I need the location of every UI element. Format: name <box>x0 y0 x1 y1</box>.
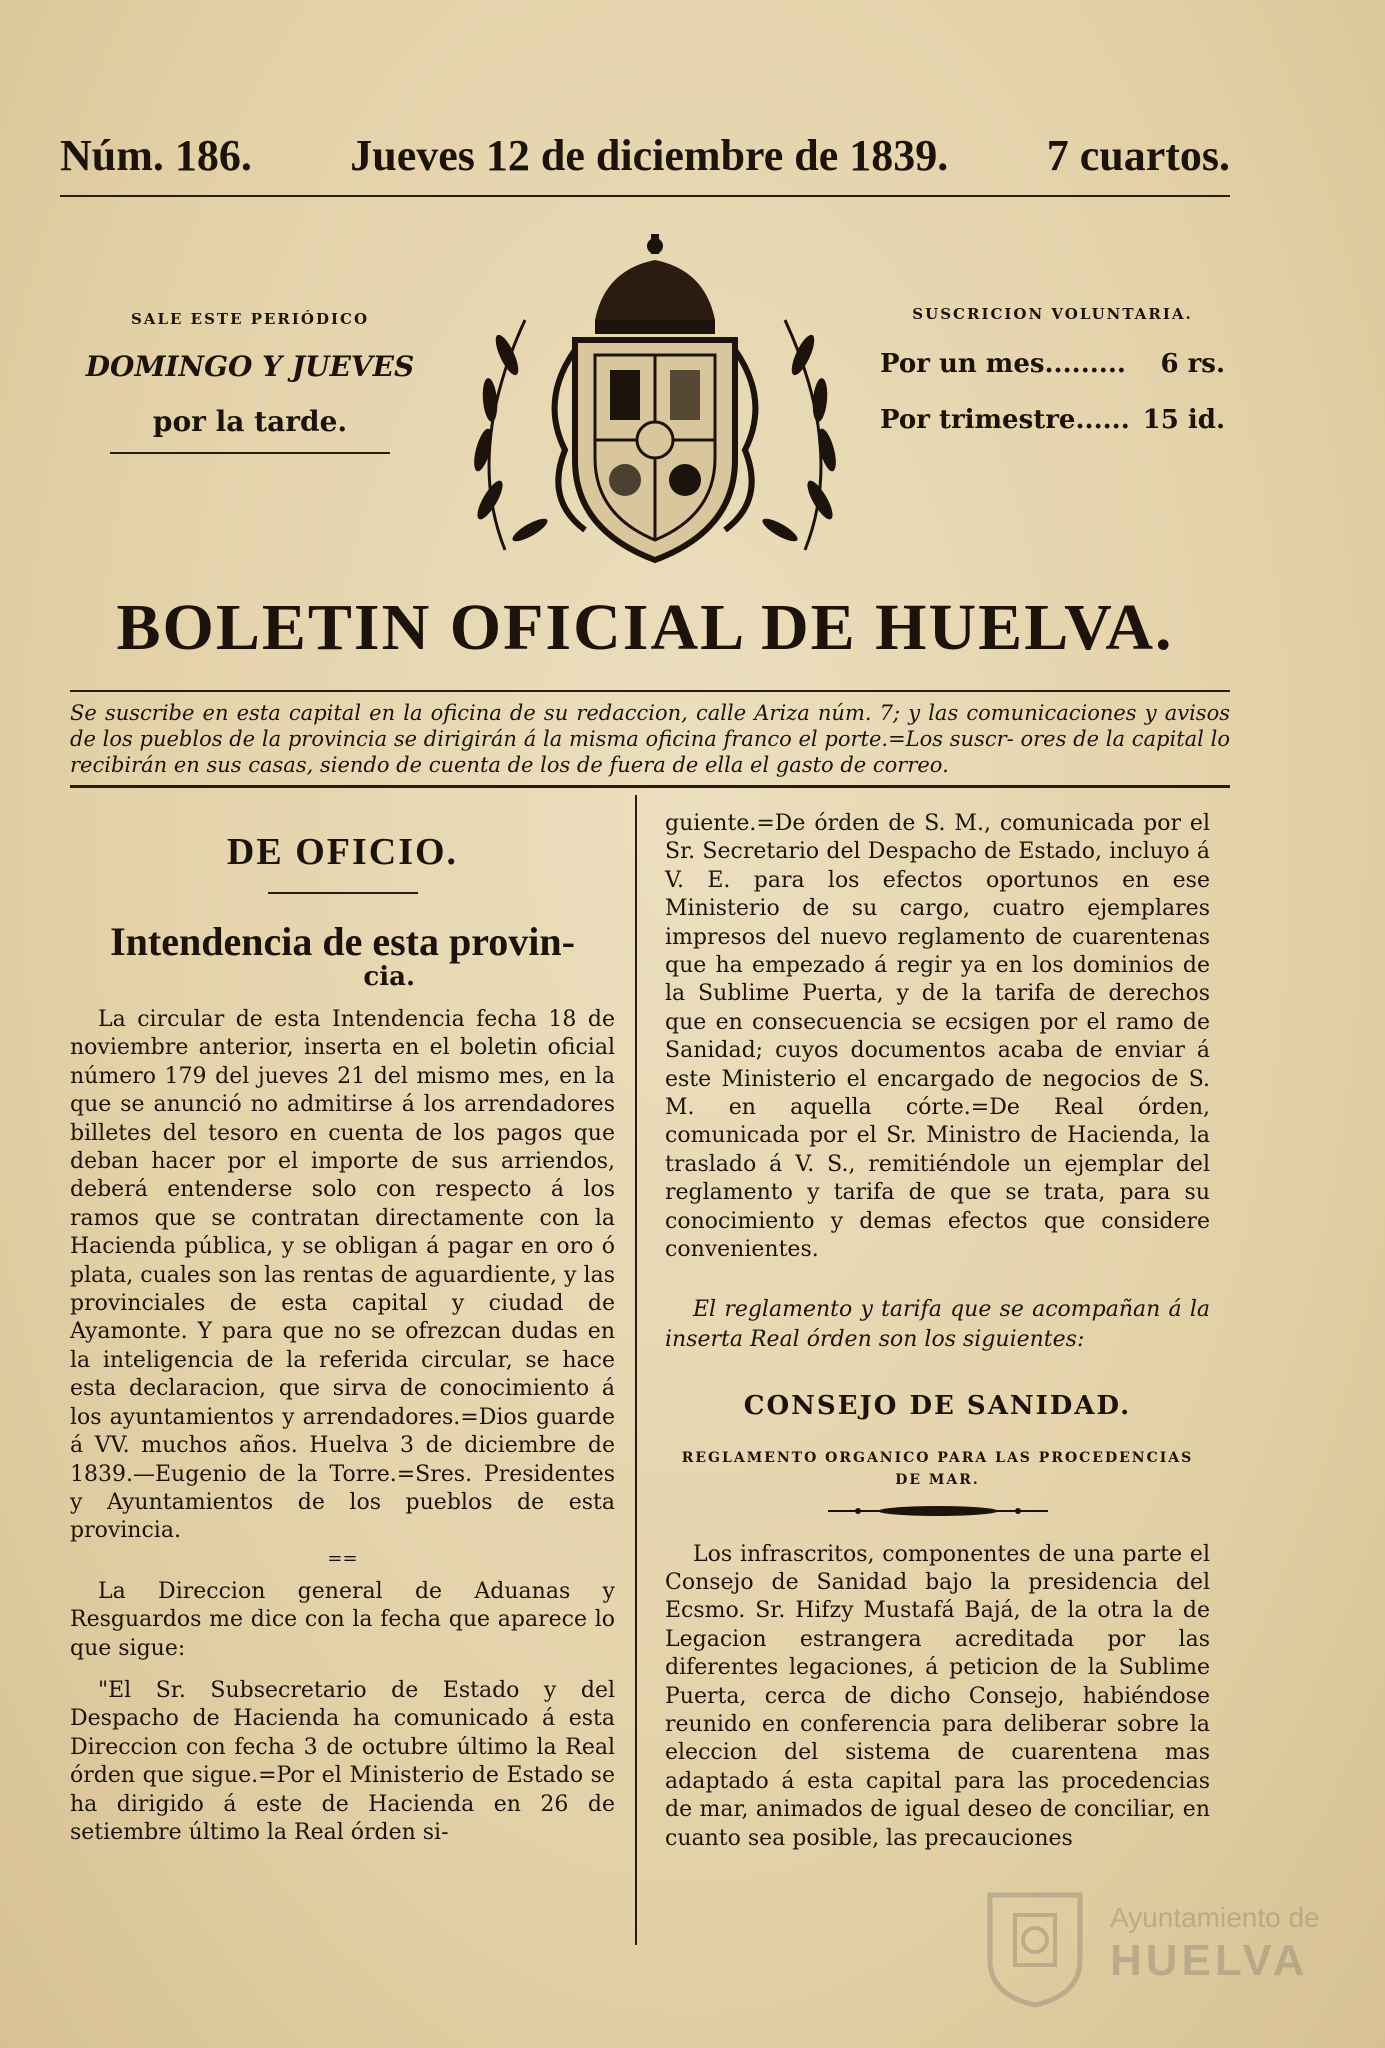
council-heading: CONSEJO DE SANIDAD. <box>743 1390 1132 1421</box>
regulation-paragraph: Los infrascritos, componentes de una parte el Consejo de Sanidad bajo la presidencia del Ecsmo. Sr. Hifzy Mustafá Bajá, de la otra la de Legacion estrangera acreditada por las diferentes legaciones, á peticion de la Sublime Puerta, cerca de dicho Consejo, habiéndose reunido en conferencia para deliberar sobre la eleccion del sistema de cuarentena mas adaptado á esta capital para las procedencias de mar, animados de igual deseo de conciliar, en cuanto sea posible, las precauciones <box>665 1541 1210 1851</box>
schedule-days: DOMINGO Y JUEVES <box>85 350 415 383</box>
regulation-heading <box>665 1447 1210 1491</box>
schedule-rule <box>110 452 390 454</box>
rate-monthly <box>880 349 1225 379</box>
subscription-label: SUSCRICION VOLUNTARIA. <box>912 305 1193 323</box>
schedule-time: por la tarde. <box>152 405 348 438</box>
regulation-heading-line1: REGLAMENTO ORGANICO PARA LAS PROCEDENCIAS <box>681 1449 1194 1466</box>
coat-of-arms-icon <box>445 230 865 570</box>
subscribe-rule-bottom <box>70 785 1230 788</box>
schedule-label: SALE ESTE PERIÓDICO <box>130 310 370 328</box>
column-divider <box>635 795 637 1945</box>
article-heading-continued: cia. <box>363 962 415 992</box>
rate-monthly-label: Por un mes......... <box>880 349 1126 379</box>
italic-note: El reglamento y tarifa que se acompañan á la inserta Real órden son los siguientes: <box>665 1296 1210 1352</box>
article-paragraph-1: La circular de esta Intendencia fecha 18 de noviembre anterior, inserta en el boletin oficial número 179 del jueves 21 del mismo mes, en la que se anunció no admitirse á los arrendadores billetes del tesoro en cuenta de los pagos que deban hacer por el importe de sus arriendos, deberá entenderse solo con respecto á los ramos que se contratan directamente con la Hacienda pública, y se obligan á pagar en oro ó plata, cuales son las rentas de aguardiente, y las provinciales de esta capital y ciudad de Ayamonte. Y para que no se ofrezcan dudas en la inteligencia de la referida circular, se hace esta declaracion, que sirva de conocimiento á los ayuntamientos y arrendadores.=Dios guarde á VV. muchos años. Huelva 3 de diciembre de 1839.—Eugenio de la Torre.=Sres. Presidentes y Ayuntamientos de los pueblos de esta provincia. <box>70 1007 615 1544</box>
city-seal-icon <box>970 1880 1100 2010</box>
article-heading: Intendencia de esta provin- <box>110 919 575 964</box>
ornament-divider-icon <box>828 1503 1048 1519</box>
masthead-rule <box>60 195 1230 197</box>
watermark-line1: Ayuntamiento de <box>1110 1902 1320 1933</box>
issue-price: 7 cuartos. <box>1046 131 1230 180</box>
rate-monthly-price: 6 rs. <box>1160 349 1225 379</box>
regulation-heading-line2: DE MAR. <box>895 1471 980 1488</box>
paragraph-separator: == <box>327 1547 358 1569</box>
right-column <box>665 810 1210 1853</box>
section-heading: DE OFICIO. <box>226 831 459 873</box>
subscribe-rule-top <box>70 690 1230 692</box>
rate-quarterly-label: Por trimestre...... <box>880 405 1130 435</box>
archive-watermark <box>970 1880 1330 2010</box>
masthead <box>60 130 1230 181</box>
issue-date: Jueves 12 de diciembre de 1839. <box>350 131 949 180</box>
issue-number: Núm. 186. <box>60 131 252 180</box>
subscription-rates <box>880 305 1225 435</box>
watermark-line2: HUELVA <box>1110 1936 1309 1985</box>
section-rule <box>268 892 418 894</box>
subscribe-notice: Se suscribe en esta capital en la oficina de su redaccion, calle Ariza núm. 7; y las comunicaciones y avisos de los pueblos de la provincia se dirigirán á la misma oficina franco el porte.=Los suscr- ores de la capital lo recibirán en sus casas, siendo de cuenta de los de fuera de ella el gasto de correo. <box>70 701 1230 777</box>
publication-schedule <box>60 310 440 454</box>
article-paragraph-2: La Direccion general de Aduanas y Resguardos me dice con la fecha que aparece lo que sigue: <box>70 1578 615 1661</box>
continued-paragraph: guiente.=De órden de S. M., comunicada por el Sr. Secretario del Despacho de Estado, incluyo á V. E. para los efectos oportunos en ese Ministerio de su cargo, cuatro ejemplares impresos del nuevo reglamento de cuarentenas que ha empezado á regir ya en los dominios de la Sublime Puerta, y de la tarifa de derechos que en consecuencia se ecsigen por el ramo de Sanidad; cuyos documentos acaba de enviar á este Ministerio el encargado de negocios de S. M. en aquella córte.=De Real órden, comunicada por el Sr. Ministro de Hacienda, la traslado á V. S., remitiéndole un ejemplar del reglamento y tarifa de que se trata, para su conocimiento y demas efectos que considere convenientes. <box>665 811 1210 1263</box>
article-paragraph-3: "El Sr. Subsecretario de Estado y del Despacho de Hacienda ha comunicado á esta Direccion con fecha 3 de octubre último la Real órden que sigue.=Por el Ministerio de Estado se ha dirigido á este de Hacienda en 26 de setiembre último la Real órden si- <box>70 1677 615 1845</box>
left-column <box>70 820 615 1847</box>
rate-quarterly-price: 15 id. <box>1142 405 1225 435</box>
newspaper-title: BOLETIN OFICIAL DE HUELVA. <box>116 591 1174 664</box>
rate-quarterly <box>880 405 1225 435</box>
